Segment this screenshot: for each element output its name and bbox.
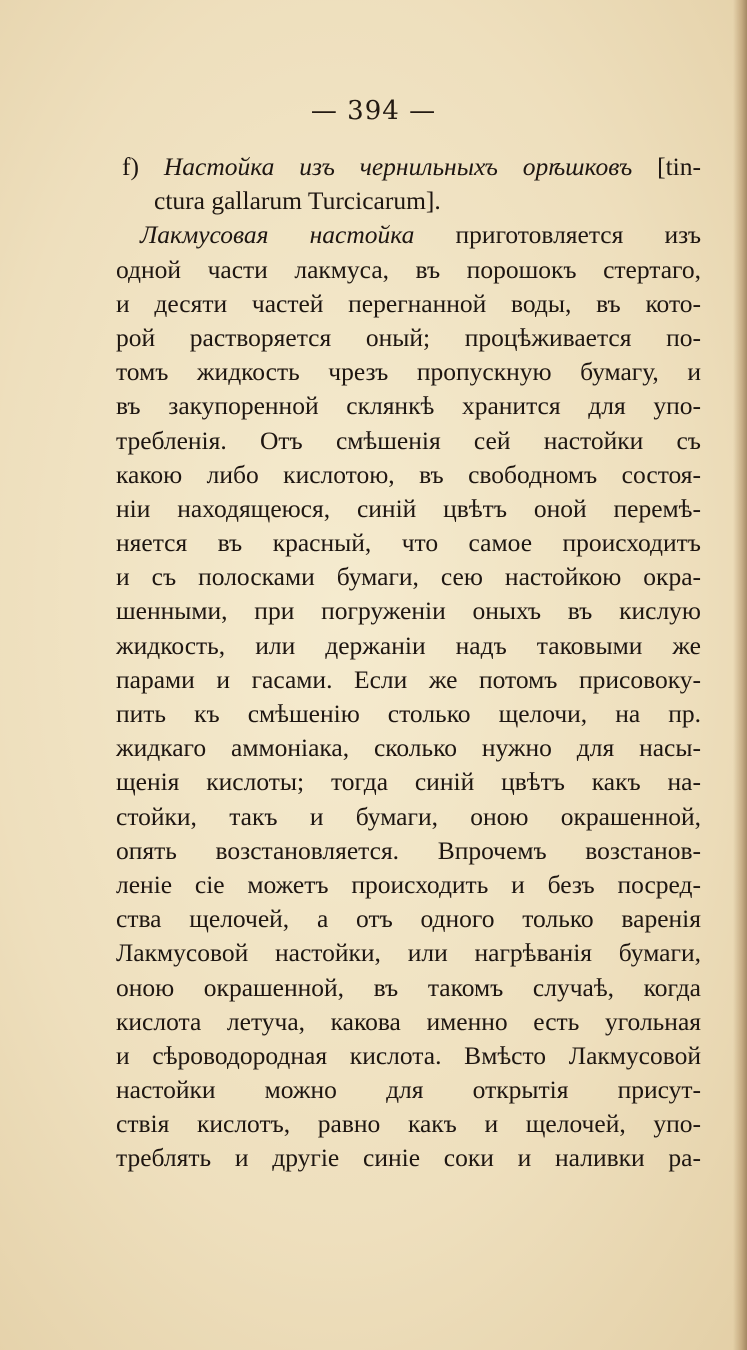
paragraph-line: няется въ красный, что самое происходитъ [116, 528, 701, 558]
paragraph-line: оною окрашенной, въ такомъ случаѣ, когда [116, 972, 701, 1002]
paragraph-lead-term: Лакмусовая настойка [140, 220, 415, 250]
paragraph-line: леніе сіе можетъ происходить и безъ посред- [116, 869, 701, 899]
paragraph-line: щенія кислоты; тогда синій цвѣтъ какъ на- [116, 767, 701, 797]
paragraph-line: Лакмусовой настойки, или нагрѣванія бумаги, [116, 938, 701, 968]
heading-title: Настойка изъ чернильныхъ орѣшковъ [163, 152, 633, 181]
page-text [116, 150, 701, 1176]
heading-marker: f) [122, 152, 139, 181]
paragraph-line: шенными, при погруженіи оныхъ въ кислую [116, 596, 701, 626]
paragraph-line: парами и гасами. Если же потомъ присовоку- [116, 664, 701, 694]
heading-line-2 [116, 184, 701, 218]
paragraph-line: жидкость, или держаніи надъ таковыми же [116, 630, 701, 660]
paragraph-line: рой растворяется оный; процѣживается по- [116, 322, 701, 352]
paragraph-line: настойки можно для открытія присут- [116, 1075, 701, 1105]
paragraph-line: жидкаго аммоніака, сколько нужно для насы- [116, 733, 701, 763]
paragraph-line: опять возстановляется. Впрочемъ возстанов- [116, 835, 701, 865]
paragraph-line: стойки, такъ и бумаги, оною окрашенной, [116, 801, 701, 831]
paragraph-line: въ закупоренной склянкѣ хранится для упо- [116, 391, 701, 421]
paragraph-line: требленія. Отъ смѣшенія сей настойки съ [116, 425, 701, 455]
paragraph-line: ства щелочей, а отъ одного только варенія [116, 904, 701, 934]
paragraph-line: и сѣроводородная кислота. Вмѣсто Лакмусовой [116, 1040, 701, 1070]
heading-latin-1: [tin- [657, 152, 702, 181]
paragraph-line: и десяти частей перегнанной воды, въ кото- [116, 288, 701, 318]
page-edge-shadow [733, 0, 747, 1350]
paragraph-line: ніи находящеюся, синій цвѣтъ оной перемѣ- [116, 493, 701, 523]
paragraph-line: одной части лакмуса, въ порошокъ стертаго, [116, 254, 701, 284]
paragraph-lead-rest: приготовляется изъ [455, 220, 701, 250]
paragraph-line: какою либо кислотою, въ свободномъ состоя- [116, 459, 701, 489]
paragraph-line: кислота летуча, какова именно есть угольная [116, 1006, 701, 1036]
paragraph-line: томъ жидкость чрезъ пропускную бумагу, и [116, 357, 701, 387]
paragraph-first-line [116, 218, 701, 252]
heading-latin-2: ctura gallarum Turcicarum]. [154, 186, 441, 216]
heading-line-1 [116, 150, 701, 184]
paragraph-line: пить къ смѣшенію столько щелочи, на пр. [116, 699, 701, 728]
paragraph-line: ствія кислотъ, равно какъ и щелочей, упо- [116, 1109, 701, 1139]
paragraph-line: и съ полосками бумаги, сею настойкою окра- [116, 562, 701, 592]
paragraph-line: треблять и другіе синіе соки и наливки ра- [116, 1143, 701, 1173]
page-number: — 394 — [310, 96, 437, 126]
